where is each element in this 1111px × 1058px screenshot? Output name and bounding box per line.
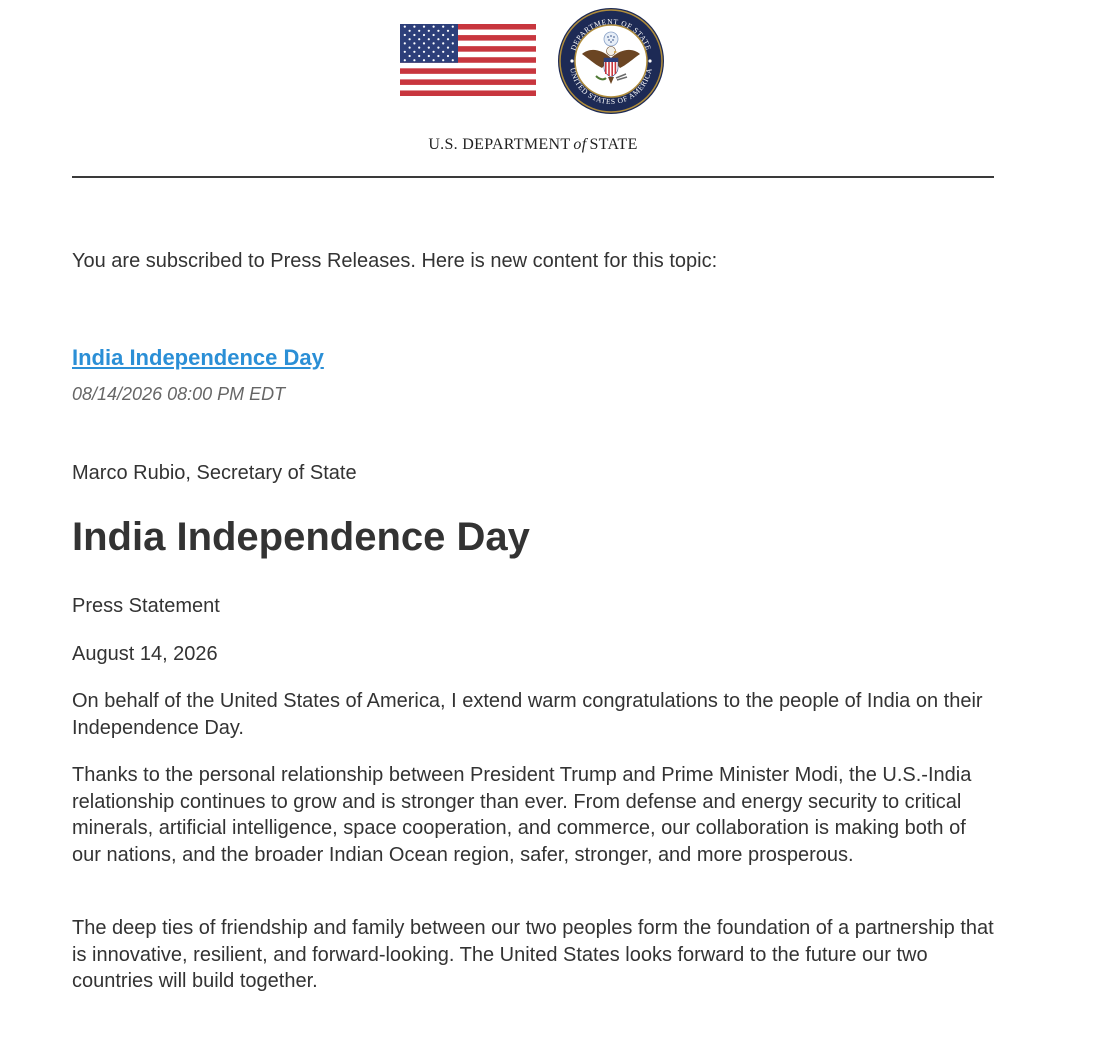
seal-bottom-text: UNITED STATES OF AMERICA: [568, 66, 654, 107]
press-release-timestamp: 08/14/2026 08:00 PM EDT: [72, 384, 286, 404]
article-author: Marco Rubio, Secretary of State: [72, 462, 357, 484]
department-name-of: of: [573, 136, 587, 153]
subscription-intro: You are subscribed to Press Releases. Here is new content for this topic:: [72, 250, 718, 272]
email-header: [72, 0, 994, 180]
article-date: August 14, 2026: [72, 643, 218, 665]
article-paragraph-3: The deep ties of friendship and family between our two peoples form the foundation of a partnership that is innovative, resilient, and forward-looking. The United States looks forward to the future our two countries will build together.: [72, 917, 994, 992]
article-paragraph-1: On behalf of the United States of America, I extend warm congratulations to the people of India on their Independence Day.: [72, 690, 983, 739]
article-paragraph-2: Thanks to the personal relationship between President Trump and Prime Minister Modi, the U.S.-India relationship continues to grow and is stronger than ever. From defense and energy security to critical minerals, artificial intelligence, space cooperation, and commerce, our collaboration is making both of our nations, and the broader Indian Ocean region, safer, stronger, and more prosperous.: [72, 764, 972, 866]
department-name-part1: U.S. DEPARTMENT: [428, 136, 571, 153]
seal-top-text: DEPARTMENT OF STATE: [568, 16, 654, 52]
logo-group: [400, 4, 670, 116]
article-title: India Independence Day: [72, 515, 530, 559]
department-name-part2: STATE: [589, 136, 638, 153]
article-type-label: Press Statement: [72, 595, 220, 617]
press-release-link[interactable]: India Independence Day: [72, 345, 324, 370]
header-divider: [72, 176, 994, 178]
us-flag-icon: [400, 24, 536, 96]
department-name: [72, 136, 994, 154]
department-of-state-seal-icon: [556, 6, 666, 116]
